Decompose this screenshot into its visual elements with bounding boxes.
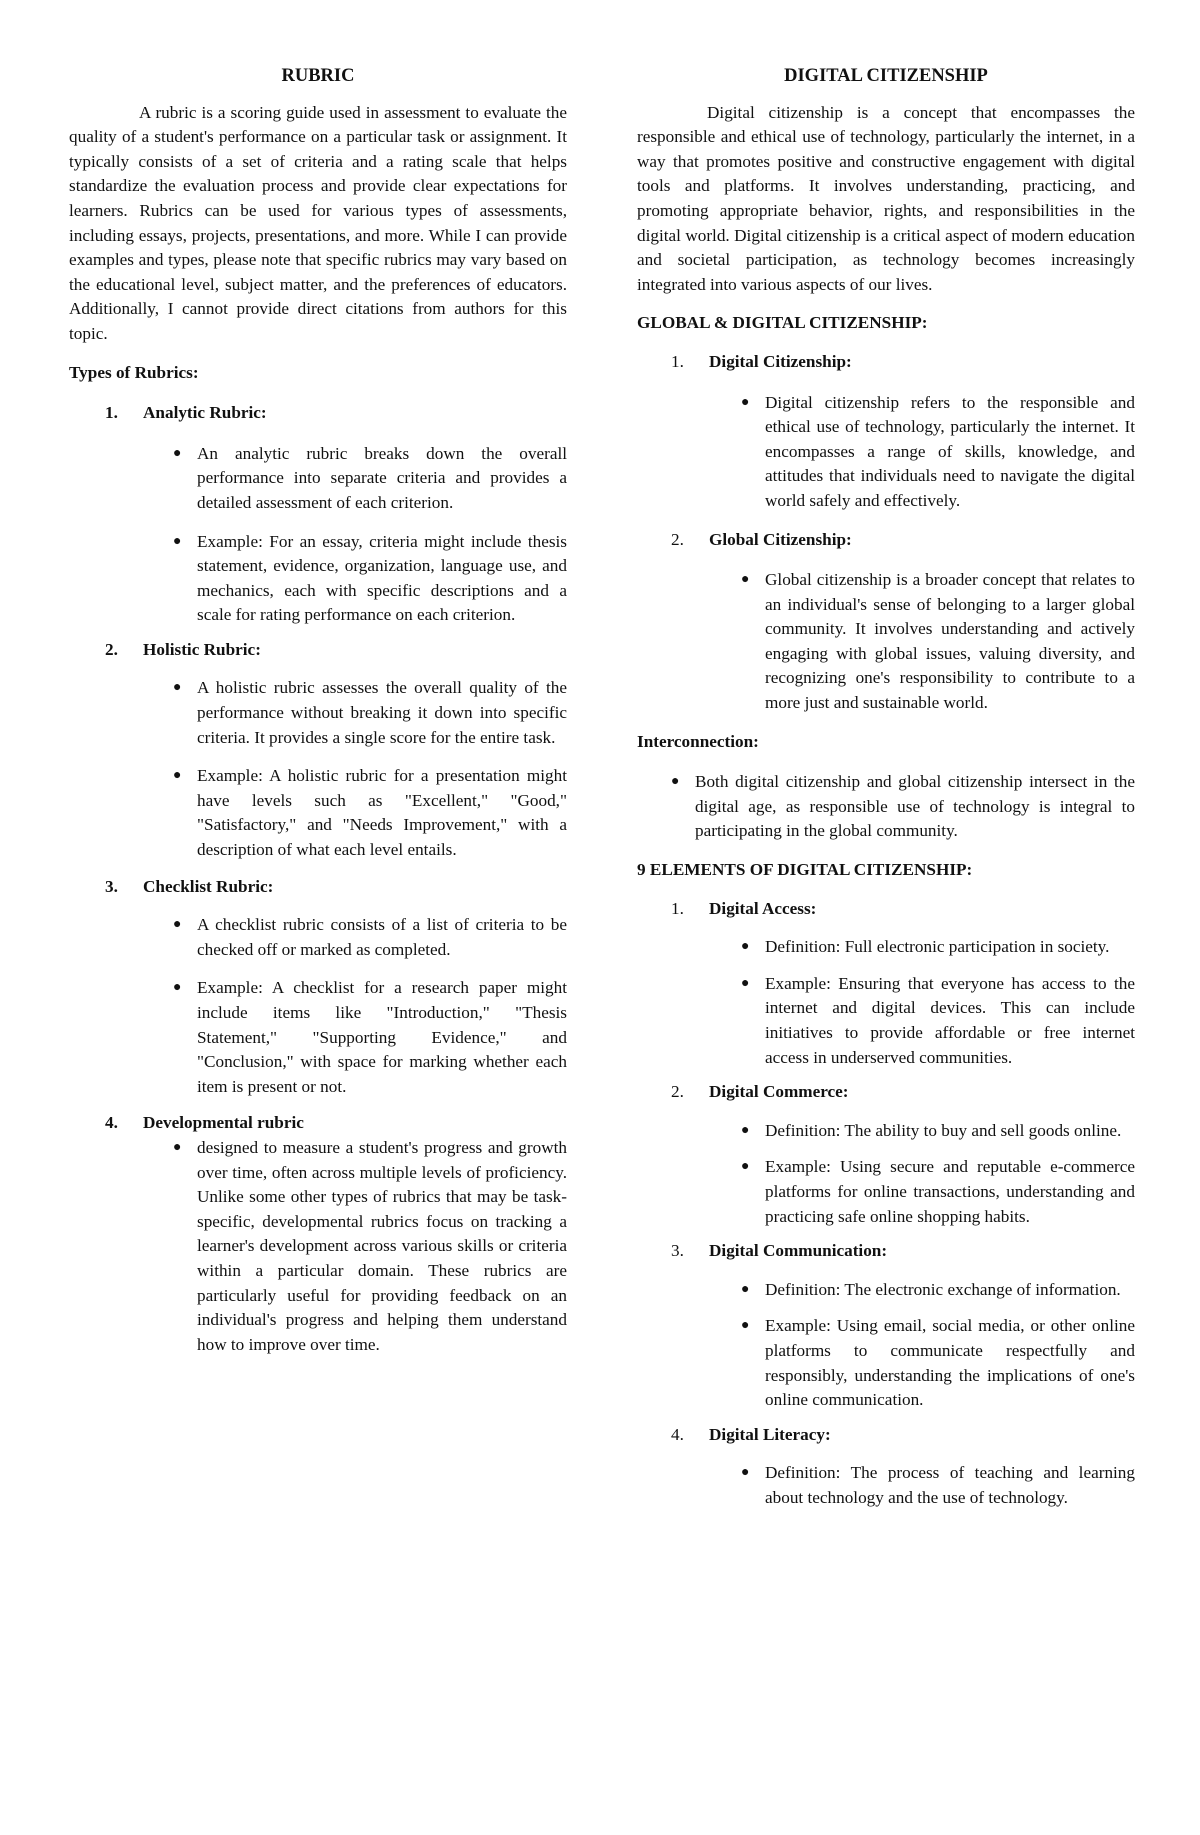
list-item: ● Example: Ensuring that everyone has access to the internet and digital devices. This can include initiatives to provide affordable or free internet access in underserved communities.	[637, 972, 1135, 1070]
item-title: Digital Literacy:	[709, 1424, 831, 1444]
bullet-icon: ●	[173, 917, 182, 933]
item-title: Developmental rubric	[143, 1113, 304, 1133]
bullet-icon: ●	[741, 1318, 750, 1334]
bullet-icon: ●	[741, 1159, 750, 1175]
list-item: ● An analytic rubric breaks down the overall performance into separate criteria and provides a detailed assessment of each criterion.	[69, 442, 567, 516]
list-item: ● A checklist rubric consists of a list of criteria to be checked off or marked as completed.	[69, 913, 567, 962]
digital-citizenship-intro: Digital citizenship is a concept that encompasses the responsible and ethical use of technology, particularly the internet, in a way that promotes positive and constructive engagement with digital tools and platforms. It involves understanding, practicing, and promoting appropriate behavior, rights, and responsibilities in the digital world. Digital citizenship is a critical aspect of modern education and societal participation, as technology becomes increasingly integrated into various aspects of our lives.	[637, 102, 1135, 294]
list-item: ● Digital citizenship refers to the responsible and ethical use of technology, particularly the internet. It encompasses a range of skills, knowledge, and attitudes that individuals need to navigate the digital world safely and effectively.	[637, 391, 1135, 514]
item-number: 2.	[671, 1082, 684, 1102]
list-item: ● Definition: The ability to buy and sell goods online.	[637, 1119, 1135, 1144]
list-item: ● Example: For an essay, criteria might include thesis statement, evidence, organization, language use, and mechanics, each with specific descriptions and a scale for rating performance on each criterion.	[69, 530, 567, 628]
bullet-icon: ●	[741, 394, 750, 410]
list-item: ● Example: A holistic rubric for a presentation might have levels such as "Excellent," "Good," "Satisfactory," and "Needs Improvement," with a description of what each level entails.	[69, 764, 567, 862]
element-item-3	[637, 1239, 1135, 1264]
item-number: 1.	[671, 898, 684, 918]
item-title: Global Citizenship:	[709, 529, 852, 549]
list-item: ● A holistic rubric assesses the overall quality of the performance without breaking it down into specific criteria. It provides a single score for the entire task.	[69, 676, 567, 750]
rubric-type-3	[69, 875, 567, 900]
nine-elements-heading: 9 ELEMENTS OF DIGITAL CITIZENSHIP:	[637, 860, 973, 880]
digital-citizenship-column	[637, 64, 1135, 1511]
bullet-icon: ●	[173, 768, 182, 784]
item-number: 2.	[105, 639, 118, 659]
bullet-icon: ●	[741, 1281, 750, 1297]
rubric-intro: A rubric is a scoring guide used in assessment to evaluate the quality of a student's performance on a particular task or assignment. It typically consists of a set of criteria and a rating scale that helps standardize the evaluation process and provide clear expectations for learners. Rubrics can be used for various types of assessments, including essays, projects, presentations, and more. While I can provide examples and types, please note that specific rubrics may vary based on the educational level, subject matter, and the preferences of educators. Additionally, I cannot provide direct citations from authors for this topic.	[69, 102, 567, 343]
item-title: Digital Access:	[709, 898, 817, 918]
global-item-2	[637, 528, 1135, 553]
item-title: Checklist Rubric:	[143, 876, 274, 896]
bullet-icon: ●	[741, 975, 750, 991]
global-item-1	[637, 350, 1135, 375]
list-item: ● Definition: The process of teaching and learning about technology and the use of technology.	[637, 1461, 1135, 1510]
item-number: 3.	[105, 876, 118, 896]
item-title: Digital Commerce:	[709, 1082, 849, 1102]
bullet-icon: ●	[741, 572, 750, 588]
list-item: ● Definition: Full electronic participation in society.	[637, 935, 1135, 960]
item-number: 4.	[671, 1424, 684, 1444]
global-digital-heading: GLOBAL & DIGITAL CITIZENSHIP:	[637, 313, 928, 333]
element-item-2	[637, 1080, 1135, 1105]
interconnection-heading: Interconnection:	[637, 731, 759, 751]
element-item-4	[637, 1423, 1135, 1448]
item-title: Analytic Rubric:	[143, 403, 267, 423]
types-heading: Types of Rubrics:	[69, 362, 199, 382]
list-item: ● Both digital citizenship and global citizenship intersect in the digital age, as responsible use of technology is integral to participating in the global community.	[637, 770, 1135, 844]
bullet-icon: ●	[173, 445, 182, 461]
list-item: ● Definition: The electronic exchange of information.	[637, 1278, 1135, 1303]
list-item: ● designed to measure a student's progress and growth over time, often across multiple levels of proficiency. Unlike some other types of rubrics that may be task-specific, developmental rubrics focus on tracking a learner's development across various skills or criteria within a particular domain. These rubrics are particularly useful for providing feedback on an individual's progress and helping them understand how to improve over time.	[69, 1136, 567, 1357]
bullet-icon: ●	[741, 939, 750, 955]
item-number: 3.	[671, 1241, 684, 1261]
rubric-type-4	[69, 1111, 567, 1136]
item-title: Digital Citizenship:	[709, 351, 852, 371]
bullet-icon: ●	[173, 980, 182, 996]
list-item: ● Example: Using secure and reputable e-commerce platforms for online transactions, understanding and practicing safe online shopping habits.	[637, 1155, 1135, 1229]
bullet-icon: ●	[671, 774, 680, 790]
list-item: ● Global citizenship is a broader concept that relates to an individual's sense of belonging to a larger global community. It involves understanding and actively engaging with global issues, valuing diversity, and recognizing one's responsibility to contribute to a more just and sustainable world.	[637, 568, 1135, 716]
list-item: ● Example: A checklist for a research paper might include items like "Introduction," "Thesis Statement," "Supporting Evidence," and "Conclusion," with space for marking whether each item is present or not.	[69, 976, 567, 1099]
item-number: 1.	[671, 351, 684, 371]
item-title: Digital Communication:	[709, 1241, 888, 1261]
rubric-type-1	[69, 401, 567, 426]
item-number: 1.	[105, 403, 118, 423]
bullet-icon: ●	[741, 1465, 750, 1481]
item-number: 2.	[671, 529, 684, 549]
bullet-icon: ●	[173, 533, 182, 549]
bullet-icon: ●	[741, 1122, 750, 1138]
bullet-icon: ●	[173, 680, 182, 696]
item-number: 4.	[105, 1113, 118, 1133]
bullet-icon: ●	[173, 1139, 182, 1155]
list-item: ● Example: Using email, social media, or other online platforms to communicate respectfully and responsibly, understanding the implications of one's online communication.	[637, 1314, 1135, 1412]
rubric-title: RUBRIC	[281, 66, 355, 86]
rubric-column	[69, 64, 567, 1357]
item-title: Holistic Rubric:	[143, 639, 261, 659]
element-item-1	[637, 897, 1135, 922]
rubric-type-2	[69, 638, 567, 663]
digital-citizenship-title: DIGITAL CITIZENSHIP	[784, 66, 988, 86]
